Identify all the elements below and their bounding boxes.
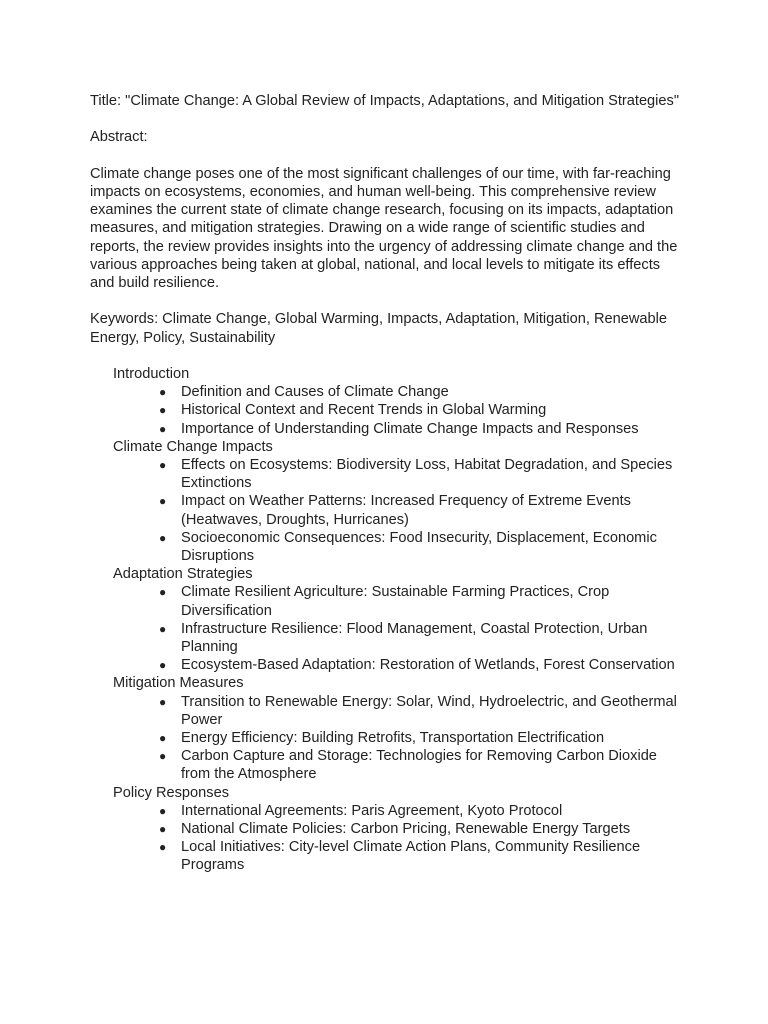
document-title: Title: "Climate Change: A Global Review of Impacts, Adaptations, and Mitigation Strategies": [90, 93, 680, 109]
bullet-item: ● Carbon Capture and Storage: Technologies for Removing Carbon Dioxide from the Atmosphere: [181, 747, 680, 783]
outline-section: [113, 674, 680, 783]
keywords-line: Keywords: Climate Change, Global Warming, Impacts, Adaptation, Mitigation, Renewable Energy, Policy, Sustainability: [90, 311, 668, 346]
bullet-item: ● Transition to Renewable Energy: Solar, Wind, Hydroelectric, and Geothermal Power: [181, 693, 680, 729]
section-title: Climate Change Impacts: [113, 438, 273, 455]
bullet-list: [113, 583, 680, 674]
document-page: [90, 92, 680, 875]
outline-section: [113, 784, 680, 875]
section-title: Introduction: [113, 365, 190, 382]
outline-section: [113, 365, 680, 438]
bullet-item: ● Impact on Weather Patterns: Increased Frequency of Extreme Events (Heatwaves, Droughts, Hurricanes): [181, 492, 680, 528]
abstract-label: Abstract:: [90, 129, 148, 146]
bullet-item: ● Effects on Ecosystems: Biodiversity Loss, Habitat Degradation, and Species Extinctions: [181, 456, 680, 492]
bullet-item: ● Energy Efficiency: Building Retrofits, Transportation Electrification: [181, 729, 680, 747]
bullet-item: ● National Climate Policies: Carbon Pricing, Renewable Energy Targets: [181, 820, 680, 838]
bullet-item: ● Socioeconomic Consequences: Food Insecurity, Displacement, Economic Disruptions: [181, 529, 680, 565]
bullet-item: ● Definition and Causes of Climate Change: [181, 383, 680, 401]
outline-section: [113, 438, 680, 565]
bullet-item: ● Infrastructure Resilience: Flood Management, Coastal Protection, Urban Planning: [181, 620, 680, 656]
bullet-list: [113, 383, 680, 438]
abstract-text: Climate change poses one of the most significant challenges of our time, with far-reaching impacts on ecosystems, economies, and human well-being. This comprehensive review examines the current state of climate change research, focusing on its impacts, adaptation measures, and mitigation strategies. Drawing on a wide range of scientific studies and reports, the review provides insights into the urgency of addressing climate change and the various approaches being taken at global, national, and local levels to mitigate its effects and build resilience.: [90, 165, 678, 291]
outline-section: [113, 565, 680, 674]
outline-list: [90, 365, 680, 875]
section-title: Mitigation Measures: [113, 675, 244, 692]
bullet-item: ● Importance of Understanding Climate Change Impacts and Responses: [181, 420, 680, 438]
bullet-list: [113, 802, 680, 875]
bullet-item: ● Local Initiatives: City-level Climate Action Plans, Community Resilience Programs: [181, 838, 680, 874]
bullet-item: ● Historical Context and Recent Trends in Global Warming: [181, 401, 680, 419]
bullet-item: ● Ecosystem-Based Adaptation: Restoration of Wetlands, Forest Conservation: [181, 656, 680, 674]
bullet-list: [113, 456, 680, 565]
bullet-item: ● Climate Resilient Agriculture: Sustainable Farming Practices, Crop Diversification: [181, 583, 680, 619]
bullet-list: [113, 693, 680, 784]
section-title: Adaptation Strategies: [113, 566, 253, 583]
bullet-item: ● International Agreements: Paris Agreement, Kyoto Protocol: [181, 802, 680, 820]
section-title: Policy Responses: [113, 784, 229, 801]
